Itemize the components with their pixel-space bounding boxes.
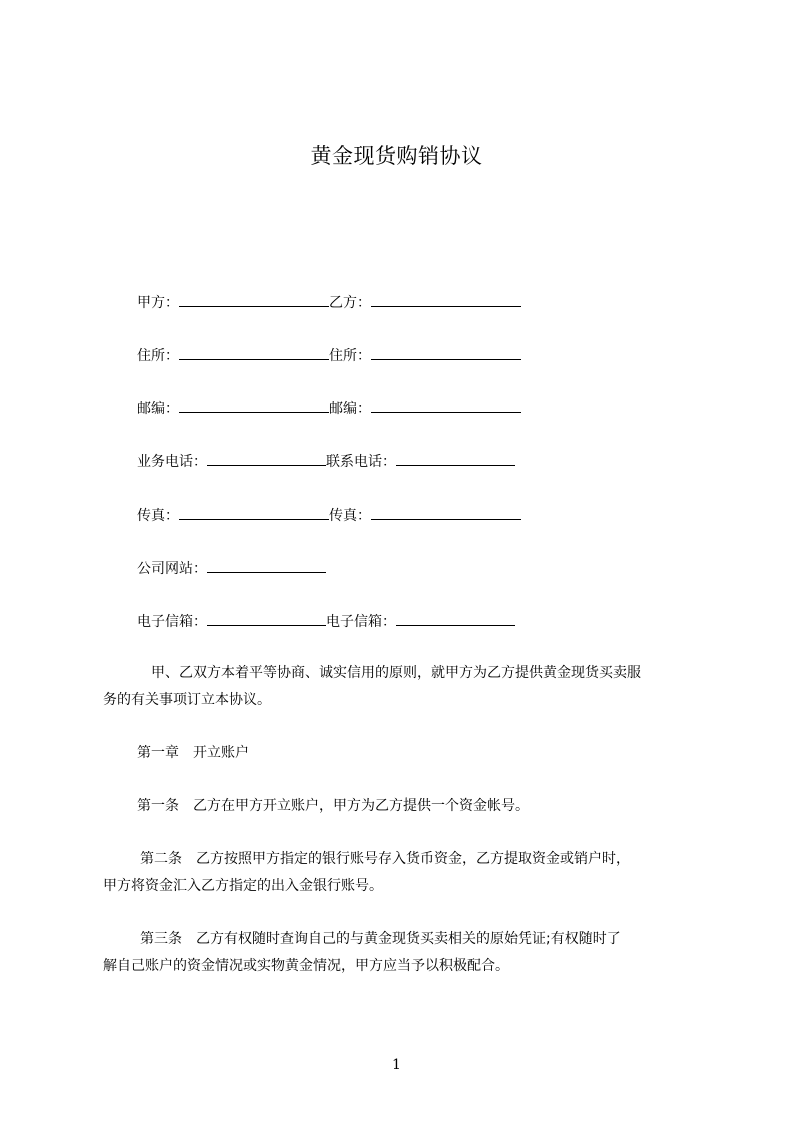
address-b-label: 住所： bbox=[329, 348, 371, 364]
intro-line-2: 务的有关事项订立本协议。 bbox=[103, 692, 271, 708]
email-row bbox=[137, 612, 515, 631]
intro-line-1: 甲、乙双方本着平等协商、诚实信用的原则，就甲方为乙方提供黄金现货买卖服 bbox=[151, 665, 641, 681]
address-b-blank[interactable] bbox=[371, 346, 521, 360]
party-a-blank[interactable] bbox=[179, 293, 329, 307]
fax-row bbox=[137, 506, 521, 525]
article-3 bbox=[103, 926, 702, 980]
party-row bbox=[137, 293, 521, 312]
postcode-a-blank[interactable] bbox=[179, 399, 329, 413]
website-blank[interactable] bbox=[207, 559, 326, 573]
business-phone-blank[interactable] bbox=[207, 452, 326, 466]
chapter-1-heading bbox=[137, 740, 702, 767]
postcode-b-label: 邮编： bbox=[329, 401, 371, 417]
chapter-1-text: 第一章 开立账户 bbox=[137, 745, 249, 761]
page-number: 1 bbox=[392, 1057, 401, 1073]
email-b-blank[interactable] bbox=[396, 612, 515, 626]
postcode-b-blank[interactable] bbox=[371, 399, 521, 413]
party-b-label: 乙方： bbox=[329, 295, 371, 311]
article-2-line-2: 甲方将资金汇入乙方指定的出入金银行账号。 bbox=[103, 878, 383, 894]
fax-a-blank[interactable] bbox=[179, 506, 329, 520]
address-a-blank[interactable] bbox=[179, 346, 329, 360]
website-row bbox=[137, 559, 326, 578]
email-a-blank[interactable] bbox=[207, 612, 326, 626]
postcode-row bbox=[137, 399, 521, 418]
business-phone-label: 业务电话： bbox=[137, 454, 207, 470]
party-a-label: 甲方： bbox=[137, 295, 179, 311]
email-b-label: 电子信箱： bbox=[326, 614, 396, 630]
article-3-line-1: 第三条 乙方有权随时查询自己的与黄金现货买卖相关的原始凭证;有权随时了 bbox=[140, 931, 621, 947]
phone-row bbox=[137, 452, 515, 471]
article-1 bbox=[137, 793, 702, 820]
postcode-a-label: 邮编： bbox=[137, 401, 179, 417]
party-b-blank[interactable] bbox=[371, 293, 521, 307]
fax-b-label: 传真： bbox=[329, 508, 371, 524]
article-2 bbox=[103, 846, 702, 900]
article-1-text: 第一条 乙方在甲方开立账户，甲方为乙方提供一个资金帐号。 bbox=[137, 798, 529, 814]
address-a-label: 住所： bbox=[137, 348, 179, 364]
website-label: 公司网站： bbox=[137, 561, 207, 577]
intro-paragraph bbox=[103, 660, 702, 714]
contact-phone-label: 联系电话： bbox=[326, 454, 396, 470]
email-a-label: 电子信箱： bbox=[137, 614, 207, 630]
article-3-line-2: 解自己账户的资金情况或实物黄金情况，甲方应当予以积极配合。 bbox=[103, 958, 509, 974]
fax-b-blank[interactable] bbox=[371, 506, 521, 520]
contact-phone-blank[interactable] bbox=[396, 452, 515, 466]
document-title: 黄金现货购销协议 bbox=[310, 144, 483, 168]
fax-a-label: 传真： bbox=[137, 508, 179, 524]
article-2-line-1: 第二条 乙方按照甲方指定的银行账号存入货币资金，乙方提取资金或销户时， bbox=[140, 851, 630, 867]
address-row bbox=[137, 346, 521, 365]
